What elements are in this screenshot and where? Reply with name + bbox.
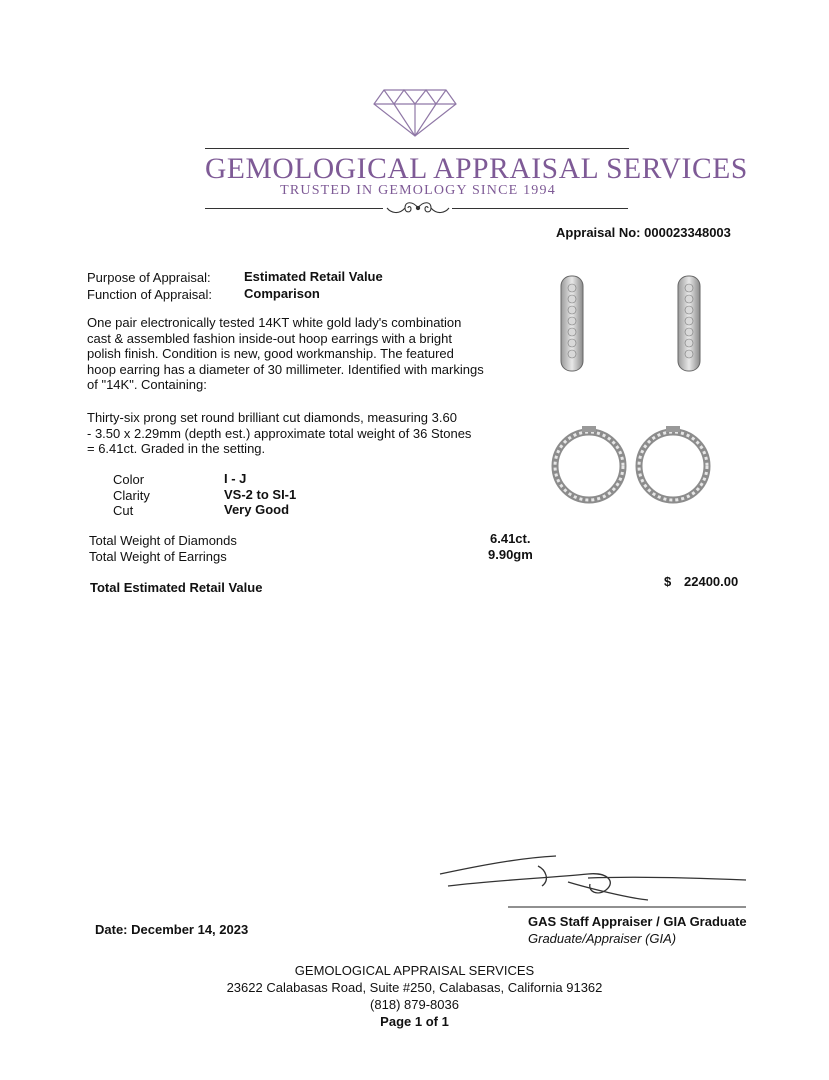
- weight-earrings-label: Total Weight of Earrings: [89, 549, 227, 564]
- description-line: of "14K". Containing:: [87, 377, 207, 392]
- grading-value-clarity: VS-2 to SI-1: [224, 487, 297, 502]
- description-line: polish finish. Condition is new, good workmanship. The featured: [87, 346, 454, 361]
- description-line: cast & assembled fashion inside-out hoop earrings with a bright: [87, 330, 452, 346]
- grading-label-cut: Cut: [113, 503, 134, 518]
- item-description: [87, 315, 517, 393]
- signature-subtitle: Graduate/Appraiser (GIA): [528, 931, 677, 946]
- purpose-value: Estimated Retail Value: [244, 269, 383, 284]
- earrings-photo: [545, 268, 745, 513]
- signature: [438, 852, 748, 910]
- header-bottom-rule-right: [452, 208, 628, 209]
- description-line: One pair electronically tested 14KT white gold lady's combination: [87, 315, 462, 330]
- footer-page: Page 1 of 1: [380, 1014, 449, 1029]
- grading-label-color: Color: [113, 472, 145, 487]
- header-top-rule: [205, 148, 629, 149]
- weight-diamonds-value: 6.41ct.: [490, 531, 531, 546]
- total-value-amount: 22400.00: [684, 574, 739, 589]
- stones-description: [87, 410, 517, 457]
- function-value: Comparison: [244, 286, 320, 301]
- grading-value-cut: Very Good: [224, 502, 290, 517]
- function-label: Function of Appraisal:: [87, 287, 213, 302]
- purpose-label: Purpose of Appraisal:: [87, 270, 211, 285]
- weight-diamonds-label: Total Weight of Diamonds: [89, 533, 237, 548]
- stones-line: = 6.41ct. Graded in the setting.: [87, 441, 266, 456]
- diamond-logo-icon: [372, 86, 458, 138]
- weight-earrings-value: 9.90gm: [488, 547, 533, 562]
- earring-front-view-left: [555, 426, 623, 500]
- footer-address: 23622 Calabasas Road, Suite #250, Calabasas, California 91362: [226, 980, 603, 995]
- earring-front-view-right: [639, 426, 707, 500]
- stones-line: Thirty-six prong set round brilliant cut diamonds, measuring 3.60: [87, 410, 457, 425]
- header-bottom-rule-left: [205, 208, 383, 209]
- company-name: GEMOLOGICAL APPRAISAL SERVICES: [205, 153, 748, 185]
- earring-side-view-right: [678, 276, 700, 371]
- ornament-swirl-icon: [385, 199, 451, 217]
- grading-value-color: I - J: [224, 471, 247, 486]
- appraisal-number: Appraisal No: 000023348003: [556, 225, 731, 240]
- footer-phone: (818) 879-8036: [370, 997, 459, 1012]
- footer-company: GEMOLOGICAL APPRAISAL SERVICES: [294, 963, 535, 978]
- total-value-label: Total Estimated Retail Value: [90, 580, 263, 595]
- company-tagline: TRUSTED IN GEMOLOGY SINCE 1994: [280, 183, 556, 198]
- stones-line: - 3.50 x 2.29mm (depth est.) approximate total weight of 36 Stones: [87, 425, 472, 441]
- earring-side-view-left: [561, 276, 583, 371]
- appraisal-date: Date: December 14, 2023: [95, 922, 249, 937]
- grading-label-clarity: Clarity: [113, 488, 150, 503]
- description-line: hoop earring has a diameter of 30 millimeter. Identified with markings: [87, 361, 484, 377]
- signature-title: GAS Staff Appraiser / GIA Graduate: [528, 914, 747, 929]
- total-value-currency: $: [664, 574, 672, 589]
